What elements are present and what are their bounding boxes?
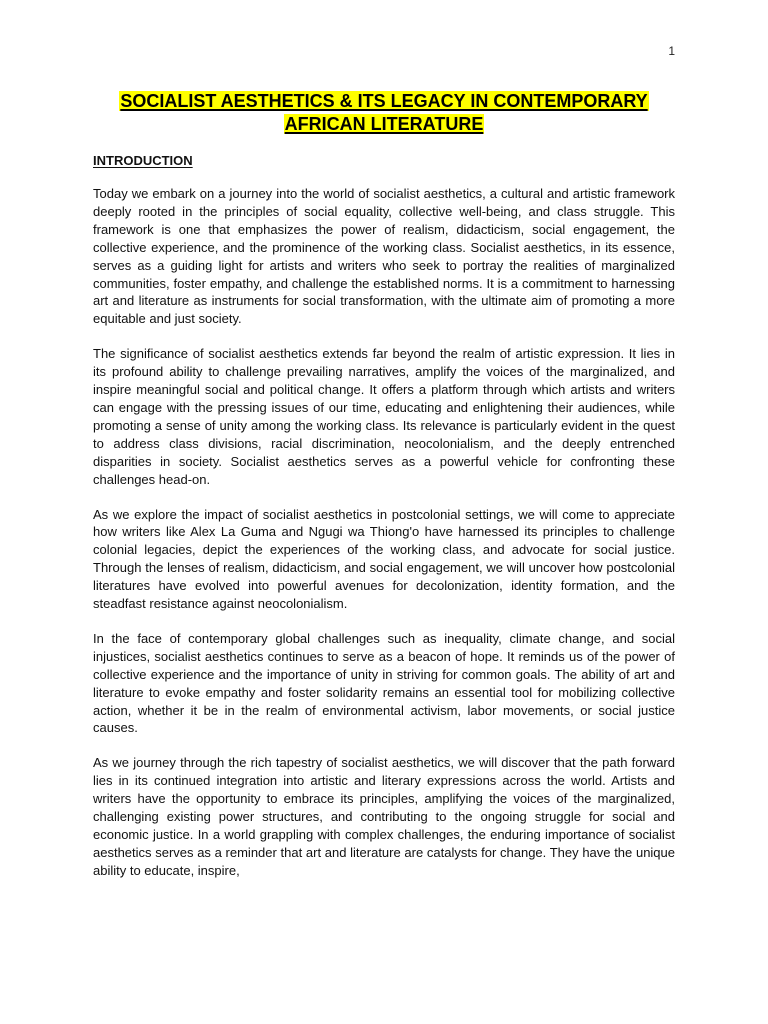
section-heading-introduction: INTRODUCTION (93, 153, 193, 168)
paragraph-3: As we explore the impact of socialist aesthetics in postcolonial settings, we will come to appreciate how writers like Alex La Guma and Ngugi wa Thiong'o have harnessed its principles to challenge colonial legacies, depict the experiences of the working class, and advocate for social justice. Through the lenses of realism, didacticism, and social engagement, we will uncover how postcolonial literatures have evolved into powerful avenues for decolonization, identity formation, and the steadfast resistance against neocolonialism. (93, 506, 675, 612)
paragraph-2: The significance of socialist aesthetics extends far beyond the realm of artistic expression. It lies in its profound ability to challenge prevailing narratives, amplify the voices of the marginalized, and inspire meaningful social and political change. It offers a platform through which artists and writers can engage with the pressing issues of our time, educating and enlightening their audiences, while promoting a sense of unity among the working class. Its relevance is particularly evident in the quest to address class divisions, racial discrimination, neocolonialism, and the deeply entrenched disparities in society. Socialist aesthetics serves as a powerful vehicle for confronting these challenges head-on. (93, 346, 675, 487)
page-number: 1 (668, 44, 675, 58)
paragraph-1: Today we embark on a journey into the world of socialist aesthetics, a cultural and artistic framework deeply rooted in the principles of social equality, collective well-being, and class struggle. This framework is one that emphasizes the power of realism, didacticism, social engagement, the collective experience, and the prominence of the working class. Socialist aesthetics, in its essence, serves as a guiding light for artists and writers who seek to portray the realities of marginalized communities, foster empathy, and challenge the established norms. It is a commitment to harnessing art and literature as instruments for social transformation, with the ultimate aim of promoting a more equitable and just society. (93, 186, 675, 327)
title-line-1: SOCIALIST AESTHETICS & ITS LEGACY IN CONTEMPORARY (120, 91, 648, 111)
paragraph-5: As we journey through the rich tapestry of socialist aesthetics, we will discover that the path forward lies in its continued integration into artistic and literary expressions across the world. Artists and writers have the opportunity to embrace its principles, amplifying the voices of the marginalized, challenging existing power structures, and contributing to the ongoing struggle for social and economic justice. In a world grappling with complex challenges, the enduring importance of socialist aesthetics serves as a reminder that art and literature are catalysts for change. They have the unique ability to educate, inspire, (93, 755, 675, 878)
document-body (93, 185, 675, 897)
title-line-2: AFRICAN LITERATURE (284, 114, 484, 134)
paragraph-4: In the face of contemporary global challenges such as inequality, climate change, and social injustices, socialist aesthetics continues to serve as a beacon of hope. It reminds us of the power of collective experience and the importance of unity in striving for common goals. The ability of art and literature to evoke empathy and foster solidarity remains an essential tool for mobilizing collective action, whether it be in the realm of environmental activism, labor movements, or social justice causes. (93, 630, 675, 736)
document-title (60, 90, 708, 136)
